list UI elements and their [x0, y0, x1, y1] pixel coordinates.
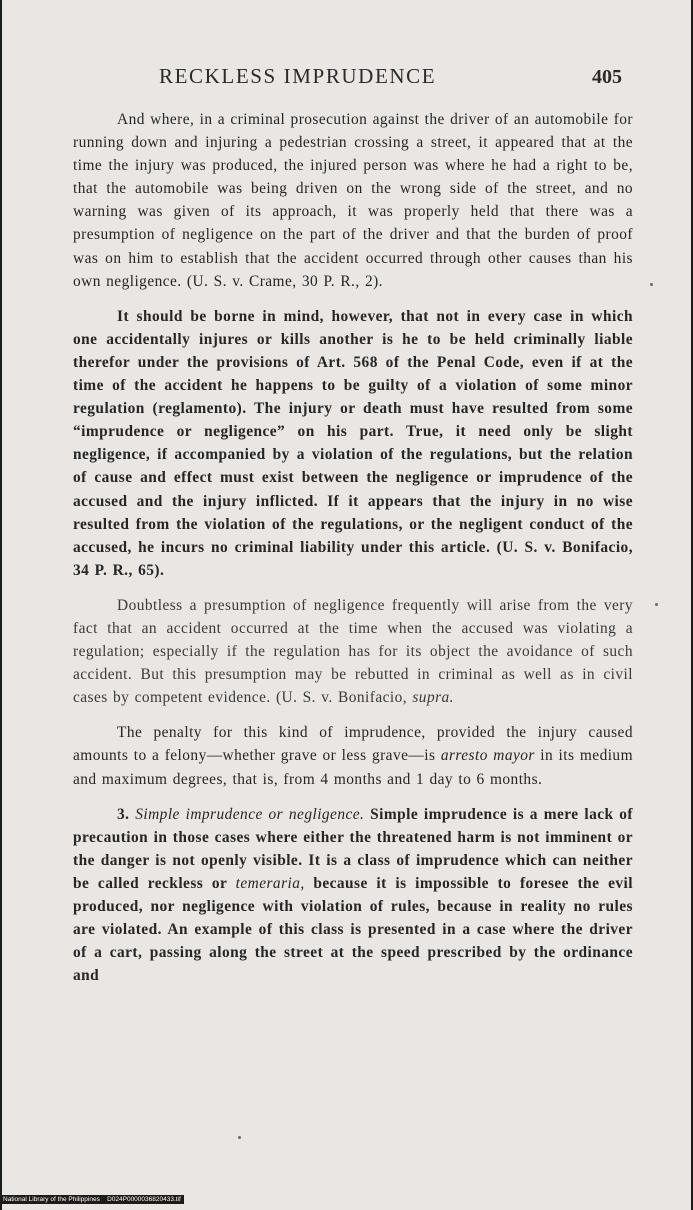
page-number: 405: [592, 66, 622, 88]
paragraph-4: [73, 721, 633, 790]
paragraph-5-text: Simple imprudence is a mere lack of precaution in those cases where either the threatened harm is not imminent or the danger is not openly visible. It is a class of imprudence which can neither be called reckless or: [73, 805, 634, 892]
speck-3: [238, 1136, 241, 1139]
paragraph-4-italic: arresto mayor: [440, 747, 535, 765]
paragraph-3-text: Doubtless a presumption of negligence frequently will arise from the very fact that an accident occurred at the time when the accused was violating a regulation; especially if the regulation has for its object the avoidance of such accident. But this presumption may be rebutted in criminal as well as in civil cases by competent evidence. (U. S. v. Bonifacio,: [73, 596, 633, 707]
paragraph-4-text: The penalty for this kind of imprudence, provided the injury caused amounts to a felony—whether grave or less grave—is: [73, 724, 633, 765]
paragraph-4-tail: in its medium and maximum degrees, that is, from 4 months and 1 day to 6 months.: [73, 747, 634, 788]
paragraph-5: [73, 803, 633, 988]
book-page: [2, 0, 691, 1210]
scan-credit: National Library of the Philippines: [3, 1196, 100, 1203]
running-title: RECKLESS IMPRUDENCE: [159, 64, 437, 88]
scan-id: D024P0000036820433.tif: [107, 1196, 181, 1203]
scan-footer: [0, 1195, 184, 1204]
paragraph-5-italic: temeraria,: [235, 874, 305, 892]
running-head: [2, 64, 691, 94]
paragraph-3: [73, 594, 633, 709]
speck-2: [655, 603, 658, 606]
paragraph-1-text: And where, in a criminal prosecution against the driver of an automobile for running down and injuring a pedestrian crossing a street, it appeared that at the time the injury was produced, the injured person was where he had a right to be, that the automobile was being driven on the wrong side of the street, and no warning was given of its approach, it was properly held that there was a presumption of negligence on the part of the driver and that the burden of proof was on him to establish that the accident occurred through other causes than his own negligence. (U. S. v. Crame, 30 P. R., 2).: [73, 111, 633, 290]
paragraph-5-lead: 3.: [117, 805, 136, 823]
paragraph-5-tail: because it is impossible to foresee the evil produced, nor negligence with violation of rules, because in reality no rules are violated. An example of this class is presented in a case where the driver of a cart, passing along the street at the speed prescribed by the ordinance and: [73, 874, 633, 985]
body-text: [73, 108, 633, 987]
paragraph-1: [73, 108, 633, 293]
paragraph-3-italic: supra.: [412, 689, 454, 707]
paragraph-2-text: It should be borne in mind, however, that not in every case in which one accidentally injures or kills another is he to be held criminally liable therefor under the provisions of Art. 568 of the Penal Code, even if at the time of the accident he happens to be guilty of a violation of some minor regulation (reglamento). The injury or death must have resulted from some “imprudence or negligence” on his part. True, it need only be slight negligence, if accompanied by a violation of the regulations, but the relation of cause and effect must exist between the negligence or imprudence of the accused and the injury inflicted. If it appears that the injury in no wise resulted from the violation of the regulations, or the negligent conduct of the accused, he incurs no criminal liability under this article. (U. S. v. Bonifacio, 34 P. R., 65).: [73, 307, 633, 579]
paragraph-5-heading: Simple imprudence or negligence.: [135, 805, 365, 823]
paragraph-2: [73, 305, 633, 582]
speck-1: [650, 283, 653, 286]
